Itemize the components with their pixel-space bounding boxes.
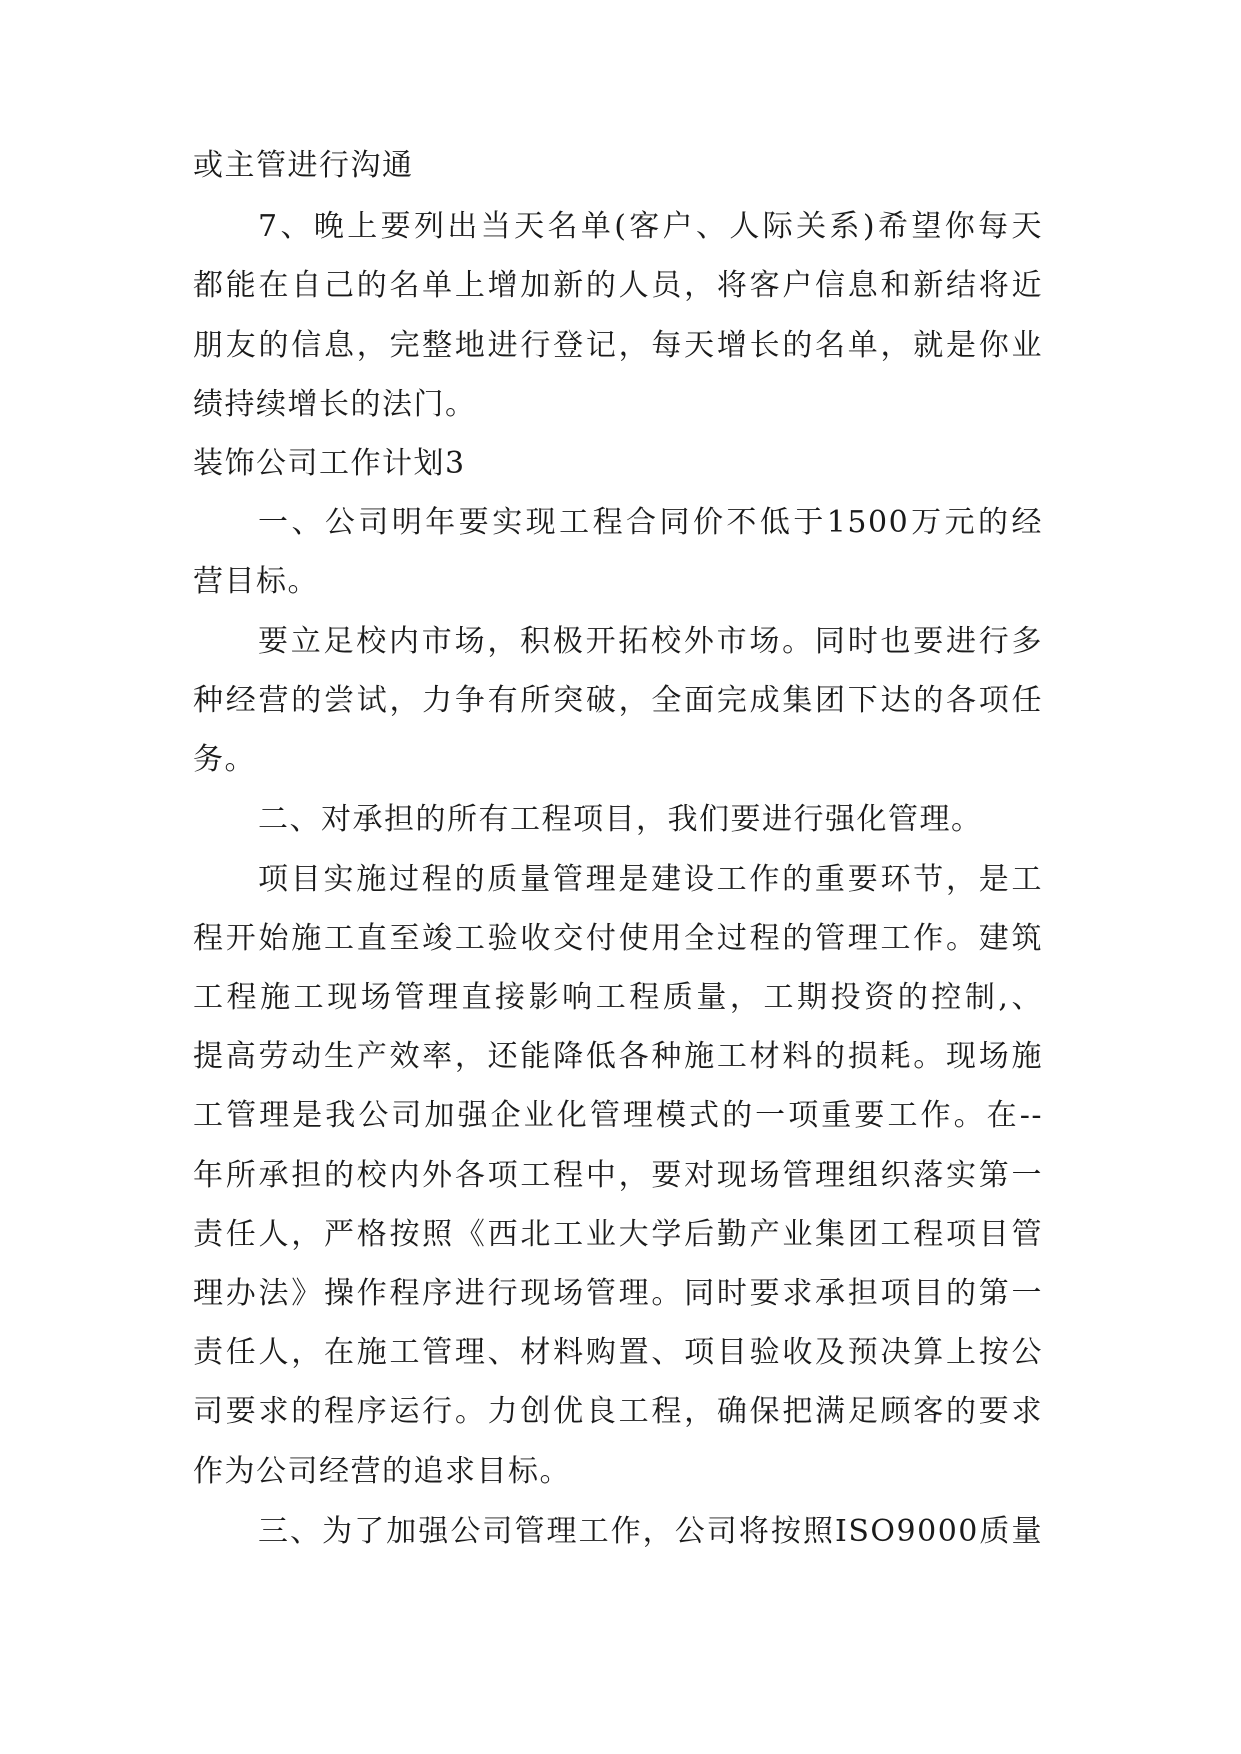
text-line-15: 工程施工现场管理直接影响工程质量，工期投资的控制,、 (193, 980, 1043, 1015)
text-line-21: 责任人，在施工管理、材料购置、项目验收及预决算上按公 (193, 1335, 1043, 1370)
text-line-16: 提高劳动生产效率，还能降低各种施工材料的损耗。现场施 (193, 1039, 1043, 1074)
text-line-12: 二、对承担的所有工程项目，我们要进行强化管理。 (258, 802, 983, 837)
text-line-4: 朋友的信息，完整地进行登记，每天增长的名单，就是你业 (193, 328, 1043, 363)
section-heading: 装饰公司工作计划3 (193, 446, 466, 481)
text-line-7: 一、公司明年要实现工程合同价不低于1500万元的经 (258, 505, 1043, 540)
text-line-3: 都能在自己的名单上增加新的人员，将客户信息和新结将近 (193, 268, 1043, 303)
text-line-10: 种经营的尝试，力争有所突破，全面完成集团下达的各项任 (193, 683, 1043, 718)
text-line-17: 工管理是我公司加强企业化管理模式的一项重要工作。在-- (193, 1098, 1043, 1133)
text-line-18: 年所承担的校内外各项工程中，要对现场管理组织落实第一 (193, 1158, 1043, 1193)
text-line-23: 作为公司经营的追求目标。 (193, 1454, 571, 1489)
text-line-14: 程开始施工直至竣工验收交付使用全过程的管理工作。建筑 (193, 921, 1043, 956)
text-line-5: 绩持续增长的法门。 (193, 387, 477, 422)
text-line-13: 项目实施过程的质量管理是建设工作的重要环节，是工 (258, 862, 1043, 897)
text-line-24: 三、为了加强公司管理工作，公司将按照ISO9000质量 (258, 1514, 1043, 1549)
text-line-1: 或主管进行沟通 (193, 148, 414, 183)
text-line-11: 务。 (193, 742, 256, 777)
text-line-8: 营目标。 (193, 564, 319, 599)
text-line-19: 责任人，严格按照《西北工业大学后勤产业集团工程项目管 (193, 1217, 1043, 1252)
text-line-20: 理办法》操作程序进行现场管理。同时要求承担项目的第一 (193, 1276, 1043, 1311)
text-line-9: 要立足校内市场，积极开拓校外市场。同时也要进行多 (258, 624, 1043, 659)
text-line-2: 7、晚上要列出当天名单(客户、人际关系)希望你每天 (258, 209, 1043, 244)
text-line-22: 司要求的程序运行。力创优良工程，确保把满足顾客的要求 (193, 1394, 1043, 1429)
